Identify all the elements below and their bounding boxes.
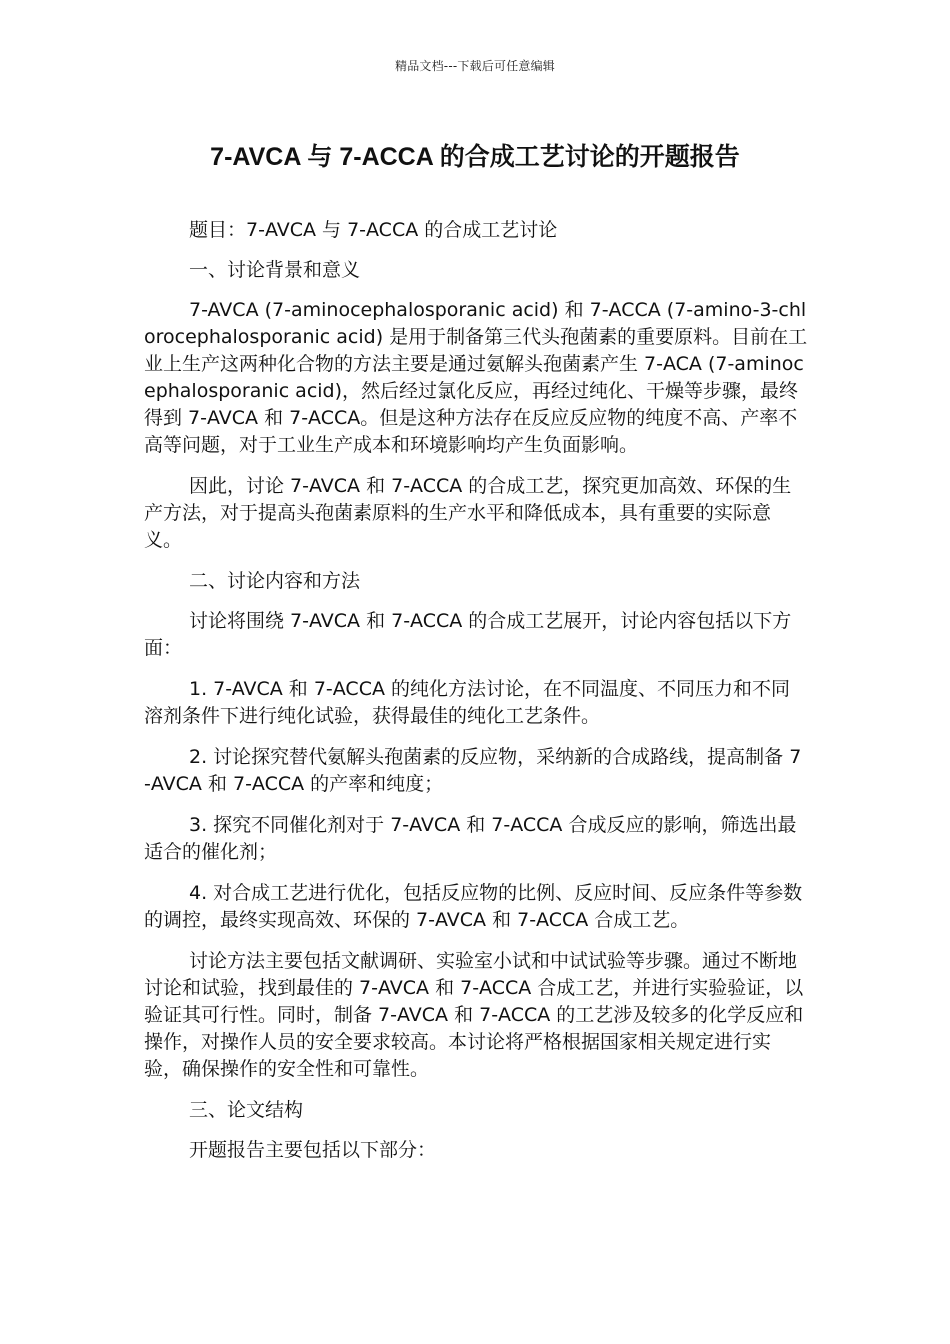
paragraph-significance: 因此，讨论 7-AVCA 和 7-ACCA 的合成工艺，探究更加高效、环保的生产方法，对于提高头孢菌素原料的生产水平和降低成本，具有重要的实际意义。 [144, 475, 792, 551]
list-item-4: 4. 对合成工艺进行优化，包括反应物的比例、反应时间、反应条件等参数的调控，最终实现高效、环保的 7-AVCA 和 7-ACCA 合成工艺。 [144, 882, 803, 931]
section-heading-structure: 三、论文结构 [189, 1099, 304, 1121]
list-item-1: 1. 7-AVCA 和 7-ACCA 的纯化方法讨论，在不同温度、不同压力和不同溶剂条件下进行纯化试验，获得最佳的纯化工艺条件。 [144, 678, 790, 727]
list-item-3: 3. 探究不同催化剂对于 7-AVCA 和 7-ACCA 合成反应的影响，筛选出最适合的催化剂； [144, 814, 797, 863]
topic-line: 题目：7-AVCA 与 7-ACCA 的合成工艺讨论 [189, 219, 558, 241]
list-item-2: 2. 讨论探究替代氨解头孢菌素的反应物，采纳新的合成路线，提高制备 7-AVCA 和 7-ACCA 的产率和纯度； [144, 746, 802, 795]
document-body [144, 217, 808, 1178]
section-heading-background: 一、讨论背景和意义 [189, 259, 361, 281]
paragraph-structure-intro: 开题报告主要包括以下部分： [189, 1139, 437, 1161]
paragraph-content-intro: 讨论将围绕 7-AVCA 和 7-ACCA 的合成工艺展开，讨论内容包括以下方面： [144, 610, 792, 659]
page-header-watermark: 精品文档---下载后可任意编辑 [395, 59, 555, 73]
paragraph-background: 7-AVCA (7-aminocephalosporanic acid) 和 7-ACCA (7-amino-3-chlorocephalosporanic acid) 是用于制备第三代头孢菌素的重要原料。目前在工业上生产这两种化合物的方法主要是通过氨解头孢菌素产生 7-ACA (7-aminocephalosporanic acid)，然后经过氯化反应，再经过纯化、干燥等步骤，最终得到 7-AVCA 和 7-ACCA。但是这种方法存在反应反应物的纯度不高、产率不高等问题，对于工业生产成本和环境影响均产生负面影响。 [144, 299, 808, 456]
section-heading-content-methods: 二、讨论内容和方法 [189, 570, 361, 592]
paragraph-methods: 讨论方法主要包括文献调研、实验室小试和中试试验等步骤。通过不断地讨论和试验，找到最佳的 7-AVCA 和 7-ACCA 合成工艺，并进行实验验证，以验证其可行性。同时，制备 7-AVCA 和 7-ACCA 的工艺涉及较多的化学反应和操作，对操作人员的安全要求较高。本讨论将严格根据国家相关规定进行实验，确保操作的安全性和可靠性。 [144, 950, 804, 1080]
document-title: 7-AVCA 与 7-ACCA 的合成工艺讨论的开题报告 [210, 143, 740, 171]
